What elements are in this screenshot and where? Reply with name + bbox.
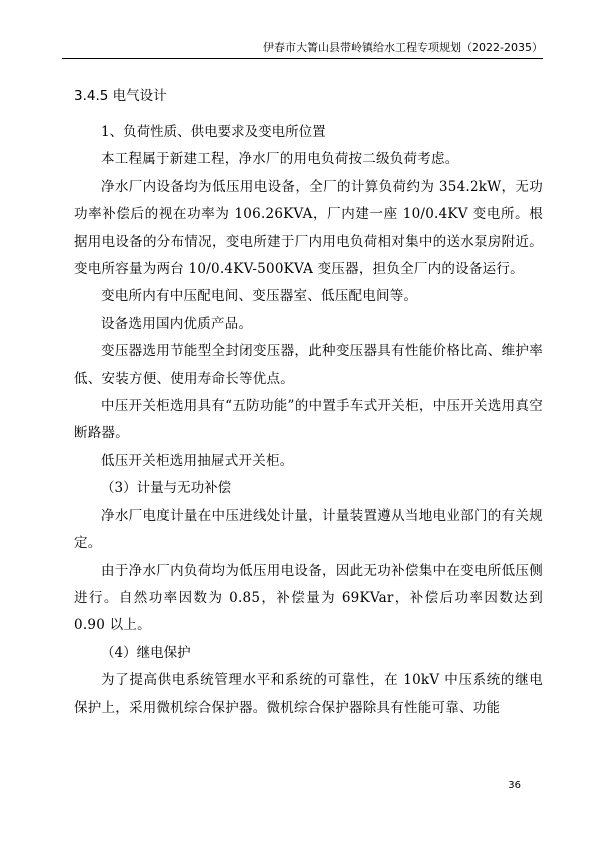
paragraph: 中压开关柜选用具有“五防功能”的中置手车式开关柜，中压开关选用真空断路器。 bbox=[74, 398, 543, 442]
paragraph: 变电所内有中压配电间、变压器室、低压配电间等。 bbox=[101, 288, 418, 305]
paragraph: 净水厂内设备均为低压用电设备，全厂的计算负荷约为 354.2kW，无功功率补偿后的视在功率为 106.26KVA，厂内建一座 10/0.4KV 变电所。根据用电设备的分布情况，变电所建于厂内用电负荷相对集中的送水泵房附近。变电所容量为两台 10/0.4KV-500KVA 变压器，担负全厂内的设备运行。 bbox=[74, 178, 543, 278]
paragraph: 变压器选用节能型全封闭变压器，此种变压器具有性能价格比高、维护率低、安装方便、使用寿命长等优点。 bbox=[74, 343, 543, 387]
paragraph: 净水厂电度计量在中压进线处计量，计量装置遵从当地电业部门的有关规定。 bbox=[74, 507, 543, 552]
paragraph: 为了提高供电系统管理水平和系统的可靠性，在 10kV 中压系统的继电保护上，采用微机综合保护器。微机综合保护器除具有性能可靠、功能 bbox=[74, 672, 543, 716]
header-title: 伊春市大箐山县带岭镇给水工程专项规划（2022-2035） bbox=[263, 41, 543, 54]
paragraph: 低压开关柜选用抽屉式开关柜。 bbox=[101, 452, 294, 469]
subsection-heading: （4）继电保护 bbox=[101, 644, 191, 661]
paragraph: 本工程属于新建工程，净水厂的用电负荷按二级负荷考虑。 bbox=[101, 151, 459, 168]
subsection-heading: 1、负荷性质、供电要求及变电所位置 bbox=[101, 124, 326, 140]
subsection-heading: （3）计量与无功补偿 bbox=[101, 480, 232, 497]
page-content bbox=[74, 84, 543, 722]
paragraph: 设备选用国内优质产品。 bbox=[101, 315, 253, 332]
body-paragraphs bbox=[74, 119, 543, 722]
page-number: 36 bbox=[508, 780, 521, 791]
page-header bbox=[62, 38, 543, 59]
section-heading: 3.4.5 电气设计 bbox=[74, 88, 167, 104]
paragraph: 由于净水厂内负荷均为低压用电设备，因此无功补偿集中在变电所低压侧进行。自然功率因数为 0.85，补偿量为 69KVar，补偿后功率因数达到 0.90 以上。 bbox=[74, 562, 543, 634]
